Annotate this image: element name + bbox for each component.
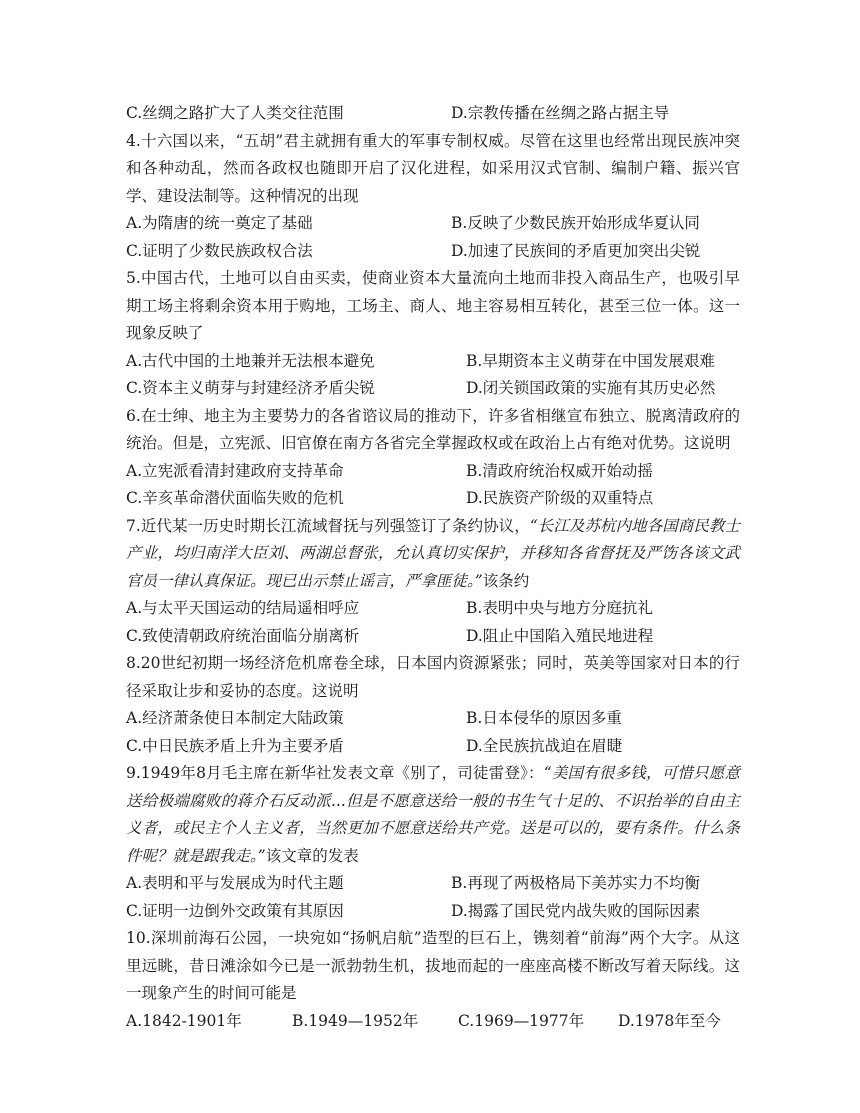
q8-options-row2 — [126, 733, 740, 761]
q3-options — [126, 100, 740, 128]
q10-option-c[interactable]: C.1969—1977年 — [458, 1011, 585, 1030]
q7-options-row2 — [126, 623, 740, 651]
q5-option-a[interactable]: A.古代中国的土地兼并无法根本避免 — [126, 351, 375, 370]
q4-options-row1 — [126, 210, 740, 238]
q9-stem — [126, 760, 740, 870]
q9-option-b[interactable]: B.再现了两极格局下美苏实力不均衡 — [451, 874, 700, 892]
q10-stem: 10.深圳前海石公园，一块宛如“扬帆启航”造型的巨石上，镌刻着“前海”两个大字。从这里远眺，昔日滩涂如今已是一派勃勃生机，拔地而起的一座座高楼不断改写着天际线。这一现象产生的时间可能是 — [126, 929, 740, 1002]
q10-option-d[interactable]: D.1978年至今 — [618, 1011, 721, 1030]
q9-stem-end: 该文章的发表 — [265, 846, 359, 865]
q9-quote: “美国有很多钱，可惜只愿意送给极端腐败的蒋介石反动派...但是不愿意送给一般的书生气十足的、不识抬举的自由主义者，或民主个人主义者，当然更加不愿意送给共产党。送是可以的，要有条件。什么条件呢？就是跟我走。” — [126, 764, 740, 865]
q3-option-c[interactable]: C.丝绸之路扩大了人类交往范围 — [126, 104, 344, 122]
q9-stem-start: 9.1949年8月毛主席在新华社发表文章《别了，司徒雷登》： — [126, 764, 544, 782]
q6-option-a[interactable]: A.立宪派看清封建政府支持革命 — [126, 461, 344, 480]
q9-options-row2 — [126, 898, 740, 926]
q7-stem — [126, 513, 740, 596]
q4-options-row2 — [126, 238, 740, 266]
q5-options-row1 — [126, 348, 740, 376]
q10-options — [126, 1008, 740, 1036]
q4-option-b[interactable]: B.反映了少数民族开始形成华夏认同 — [451, 214, 700, 232]
q4-stem: 4.十六国以来，“五胡”君主就拥有重大的军事专制权威。尽管在这里也经常出现民族冲突和各种动乱，然而各政权也随即开启了汉化进程，如采用汉式官制、编制户籍、振兴官学、建设法制等。这种情况的出现 — [126, 131, 740, 205]
q4-option-c[interactable]: C.证明了少数民族政权合法 — [126, 241, 313, 260]
q8-option-c[interactable]: C.中日民族矛盾上升为主要矛盾 — [126, 736, 344, 755]
q8-options-row1 — [126, 705, 740, 733]
q5-option-d[interactable]: D.闭关锁国政策的实施有其历史必然 — [466, 379, 716, 397]
q8-option-a[interactable]: A.经济萧条使日本制定大陆政策 — [126, 709, 344, 727]
q3-option-d[interactable]: D.宗教传播在丝绸之路占据主导 — [451, 104, 670, 122]
exam-page — [126, 100, 740, 1035]
q6-stem: 6.在士绅、地主为主要势力的各省谘议局的推动下，许多省相继宣布独立、脱离清政府的统治。但是，立宪派、旧官僚在南方各省完全掌握政权或在政治上占有绝对优势。这说明 — [126, 406, 740, 452]
q8-option-d[interactable]: D.全民族抗战迫在眉睫 — [466, 736, 623, 755]
q7-quote: “长江及苏杭内地各国商民教士产业，均归南洋大臣刘、两湖总督张，允认真切实保护，并移知各省督抚及严饬各该文武官员一律认真保证。现已出示禁止谣言，严拿匪徒。” — [126, 516, 740, 590]
q5-stem: 5.中国古代，土地可以自由买卖，使商业资本大量流向土地而非投入商品生产，也吸引早期工场主将剩余资本用于购地，工场主、商人、地主容易相互转化，甚至三位一体。这一现象反映了 — [126, 269, 740, 342]
q8-stem: 8.20世纪初期一场经济危机席卷全球，日本国内资源紧张；同时，英美等国家对日本的行径采取让步和妥协的态度。这说明 — [126, 654, 740, 700]
q6-options-row2 — [126, 485, 740, 513]
q9-options-row1 — [126, 870, 740, 898]
q5-option-b[interactable]: B.早期资本主义萌芽在中国发展艰难 — [466, 351, 715, 370]
q9-option-c[interactable]: C.证明一边倒外交政策有其原因 — [126, 901, 344, 920]
q10-option-b[interactable]: B.1949—1952年 — [292, 1011, 419, 1030]
q4-option-d[interactable]: D.加速了民族间的矛盾更加突出尖锐 — [451, 241, 701, 260]
q7-options-row1 — [126, 595, 740, 623]
q5-option-c[interactable]: C.资本主义萌芽与封建经济矛盾尖锐 — [126, 379, 375, 397]
q9-option-d[interactable]: D.揭露了国民党内战失败的国际因素 — [451, 901, 701, 920]
q5-options-row2 — [126, 375, 740, 403]
q4-option-a[interactable]: A.为隋唐的统一奠定了基础 — [126, 214, 313, 232]
q10-option-a[interactable]: A.1842-1901年 — [126, 1011, 242, 1030]
q7-stem-start: 7.近代某一历史时期长江流域督抚与列强签订了条约协议， — [126, 516, 530, 535]
q9-option-a[interactable]: A.表明和平与发展成为时代主题 — [126, 874, 344, 892]
q7-stem-end: 该条约 — [482, 571, 530, 590]
q8-option-b[interactable]: B.日本侵华的原因多重 — [466, 709, 622, 727]
q6-options-row1 — [126, 458, 740, 486]
q7-option-d[interactable]: D.阻止中国陷入殖民地进程 — [466, 626, 654, 645]
q6-option-b[interactable]: B.清政府统治权威开始动摇 — [466, 461, 653, 480]
q7-option-a[interactable]: A.与太平天国运动的结局遥相呼应 — [126, 599, 360, 617]
q7-option-c[interactable]: C.致使清朝政府统治面临分崩离析 — [126, 626, 360, 645]
q6-option-d[interactable]: D.民族资产阶级的双重特点 — [466, 489, 654, 507]
q6-option-c[interactable]: C.辛亥革命潜伏面临失败的危机 — [126, 489, 344, 507]
q7-option-b[interactable]: B.表明中央与地方分庭抗礼 — [466, 599, 653, 617]
